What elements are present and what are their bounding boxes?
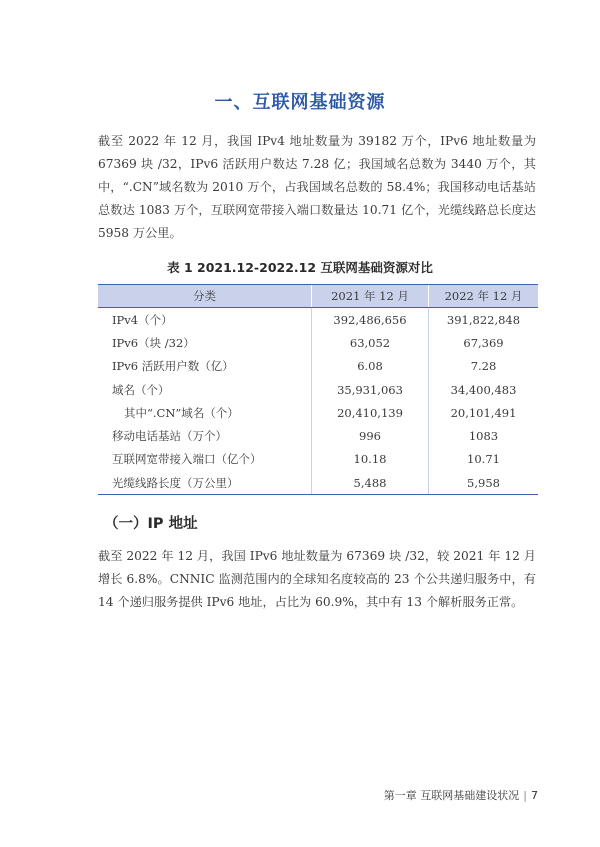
value-2021: 392,486,656	[312, 308, 429, 332]
row-label: 移动电话基站（万个）	[112, 429, 227, 444]
value-2022: 1083	[429, 424, 539, 447]
value-2022: 34,400,483	[429, 378, 539, 401]
value-2021: 63,052	[312, 331, 429, 354]
row-label: IPv4（个）	[112, 312, 173, 327]
intro-paragraph: 截至 2022 年 12 月，我国 IPv4 地址数量为 39182 万个，IPv6 地址数量为 67369 块 /32，IPv6 活跃用户数达 7.28 亿；我国域名总数为 3440 万个，其中，“.CN”域名数为 2010 万个，占我国域名总数的 58.4%；我国移动电话基站总数达 1083 万个，互联网宽带接入端口数量达 10.71 亿个，光缆线路总长度达 5958 万公里。	[98, 134, 536, 240]
table-row	[98, 378, 538, 401]
value-2022: 5,958	[429, 471, 539, 495]
table-caption: 表 1 2021.12-2022.12 互联网基础资源对比	[167, 260, 433, 275]
row-label: 其中“.CN”域名（个）	[124, 405, 239, 420]
header-2021: 2021 年 12 月	[312, 285, 429, 308]
value-2021: 10.18	[312, 448, 429, 471]
footer-separator: |	[523, 789, 527, 802]
table-row	[98, 308, 538, 332]
value-2021: 6.08	[312, 355, 429, 378]
table-row	[98, 448, 538, 471]
table-header-row	[98, 285, 538, 308]
resource-comparison-table	[98, 284, 538, 495]
header-2022: 2022 年 12 月	[429, 285, 539, 308]
footer-chapter: 第一章 互联网基础建设状况	[383, 789, 520, 802]
header-category: 分类	[98, 285, 312, 308]
row-label: IPv6（块 /32）	[112, 335, 195, 350]
row-label: IPv6 活跃用户数（亿）	[112, 359, 234, 374]
value-2021: 996	[312, 424, 429, 447]
row-label: 域名（个）	[112, 382, 170, 397]
value-2021: 35,931,063	[312, 378, 429, 401]
value-2021: 5,488	[312, 471, 429, 495]
value-2022: 391,822,848	[429, 308, 539, 332]
row-label: 互联网宽带接入端口（亿个）	[112, 452, 262, 467]
page-number: 7	[531, 789, 538, 802]
section-title: 一、互联网基础资源	[214, 92, 386, 113]
value-2021: 20,410,139	[312, 401, 429, 424]
value-2022: 10.71	[429, 448, 539, 471]
value-2022: 67,369	[429, 331, 539, 354]
table-row	[98, 355, 538, 378]
table-row	[98, 424, 538, 447]
table-row	[98, 471, 538, 495]
subsection-title: （一）IP 地址	[104, 516, 198, 532]
row-label: 光缆线路长度（万公里）	[98, 471, 312, 495]
table-row	[98, 331, 538, 354]
value-2022: 20,101,491	[429, 401, 539, 424]
page-footer	[384, 787, 538, 803]
ip-address-paragraph: 截至 2022 年 12 月，我国 IPv6 地址数量为 67369 块 /32，较 2021 年 12 月增长 6.8%。CNNIC 监测范围内的全球知名度较高的 23 个公共递归服务中，有 14 个递归服务提供 IPv6 地址，占比为 60.9%，其中有 13 个解析服务正常。	[98, 549, 536, 609]
value-2022: 7.28	[429, 355, 539, 378]
table-row	[98, 401, 538, 424]
